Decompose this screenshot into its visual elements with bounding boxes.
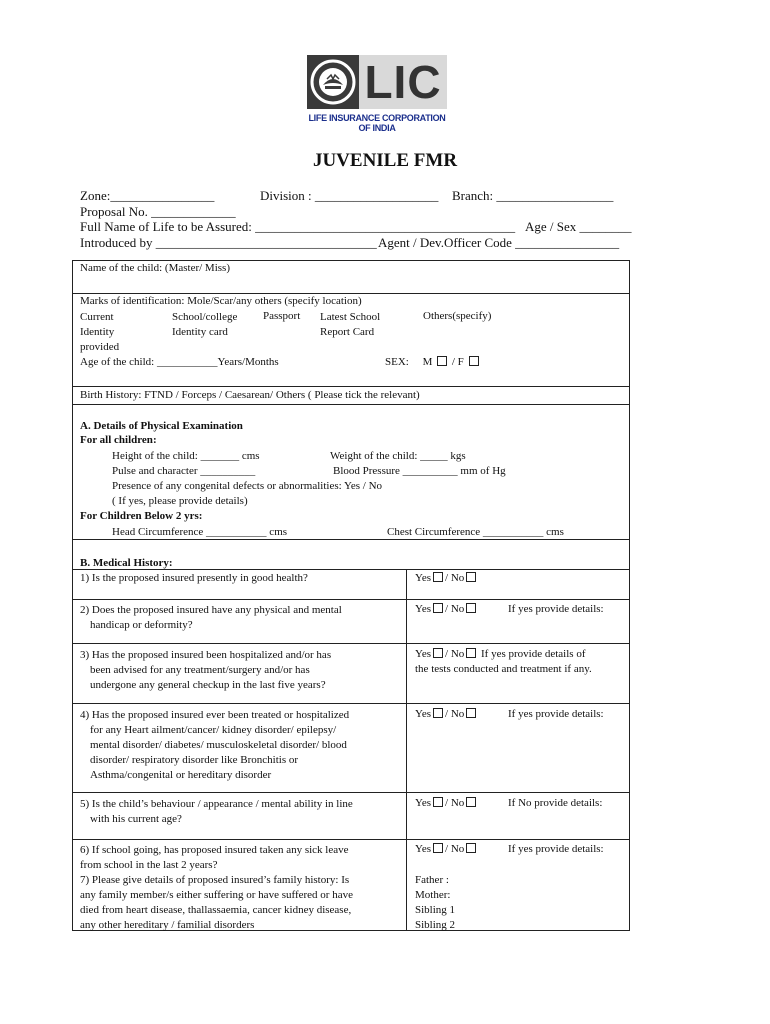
marks-label: Marks of identification: Mole/Scar/any others (specify location) <box>80 295 362 307</box>
id-col-others: Others(specify) <box>423 310 492 322</box>
question-4 <box>80 708 349 783</box>
question-7-line: 7) Please give details of proposed insured’s family history: Is <box>80 874 350 886</box>
sex-f-checkbox[interactable] <box>469 356 479 366</box>
question-1: 1) Is the proposed insured presently in good health? <box>80 572 308 584</box>
zone-field[interactable]: Zone:________________ <box>80 188 215 203</box>
row-divider <box>72 703 630 704</box>
yes-label: Yes <box>415 797 432 809</box>
sex-label: SEX: <box>385 356 409 368</box>
family-mother[interactable]: Mother: <box>415 889 451 901</box>
question-6-line: from school in the last 2 years? <box>80 859 218 871</box>
id-col-current-line: provided <box>80 341 120 353</box>
weight-field[interactable]: Weight of the child: _____ kgs <box>330 450 466 462</box>
q6-no-checkbox[interactable] <box>466 843 476 853</box>
question-3 <box>80 648 331 693</box>
id-col-school-line: Identity card <box>172 326 228 338</box>
all-children-text: For all children <box>80 434 153 446</box>
question-2-line: handicap or deformity? <box>90 619 193 631</box>
q3-no-checkbox[interactable] <box>466 648 476 658</box>
q3-answer <box>415 648 585 660</box>
no-label: / No <box>445 572 465 584</box>
question-3-line: 3) Has the proposed insured been hospitalized and/or has <box>80 649 332 661</box>
q1-no-checkbox[interactable] <box>466 572 476 582</box>
no-label: / No <box>445 843 465 855</box>
yes-label: Yes <box>415 603 432 615</box>
lic-logo-subtitle: LIFE INSURANCE CORPORATION OF INDIA <box>308 113 446 133</box>
q6-detail-label: If yes provide details: <box>508 843 604 855</box>
age-label: Age of the child: ___________Years/Months <box>80 356 279 368</box>
yes-label: Yes <box>415 572 432 584</box>
branch-field[interactable]: Branch: __________________ <box>452 188 614 203</box>
introduced-field[interactable]: Introduced by __________________________________ <box>80 235 377 250</box>
family-history-list <box>415 873 455 933</box>
yes-label: Yes <box>415 648 432 660</box>
table-border-left <box>72 260 73 931</box>
id-col-report <box>320 310 380 340</box>
row-divider <box>72 643 630 644</box>
question-4-line: disorder/ respiratory disorder like Bronchitis or <box>90 754 299 766</box>
q5-answer <box>415 797 478 809</box>
question-7-line: died from heart disease, thallassaemia, cancer kidney disease, <box>80 904 352 916</box>
yes-label: Yes <box>415 708 432 720</box>
id-col-school-line: School/college <box>172 311 238 323</box>
q2-no-checkbox[interactable] <box>466 603 476 613</box>
question-7-line: any other hereditary / familial disorders <box>80 919 255 931</box>
question-4-line: Asthma/congenital or hereditary disorder <box>90 769 272 781</box>
q6-yes-checkbox[interactable] <box>433 843 443 853</box>
q4-answer <box>415 708 478 720</box>
congenital-question: Presence of any congenital defects or abnormalities: Yes / No <box>112 480 383 492</box>
q5-detail-label: If No provide details: <box>508 797 603 809</box>
question-5-line: 5) Is the child’s behaviour / appearance / mental ability in line <box>80 798 353 810</box>
q5-yes-checkbox[interactable] <box>433 797 443 807</box>
row-divider <box>72 839 630 840</box>
congenital-note: ( If yes, please provide details) <box>112 495 248 507</box>
q2-detail-label: If yes provide details: <box>508 603 604 615</box>
q6-answer <box>415 843 478 855</box>
q2-answer <box>415 603 478 615</box>
table-border-top <box>72 260 630 261</box>
row-divider <box>72 293 630 294</box>
id-col-current-line: Identity <box>80 326 115 338</box>
lic-logo <box>307 55 447 109</box>
family-sibling-2[interactable]: Sibling 2 <box>415 919 456 931</box>
chest-circumference-field[interactable]: Chest Circumference ___________ cms <box>387 526 564 538</box>
sex-f-label: / F <box>451 356 464 368</box>
q1-yes-checkbox[interactable] <box>433 572 443 582</box>
q4-no-checkbox[interactable] <box>466 708 476 718</box>
row-divider <box>72 539 630 540</box>
q3-detail-label-2: the tests conducted and treatment if any. <box>415 663 592 675</box>
sex-group <box>385 356 481 368</box>
row-divider <box>72 599 630 600</box>
section-a-heading: A. Details of Physical Examination <box>80 420 243 432</box>
row-divider <box>72 386 630 387</box>
id-col-report-line: Report Card <box>320 326 375 338</box>
height-field[interactable]: Height of the child: _______ cms <box>112 450 260 462</box>
question-5 <box>80 797 353 827</box>
proposal-field[interactable]: Proposal No. _____________ <box>80 204 236 219</box>
fullname-field[interactable]: Full Name of Life to be Assured: ________________________________________ <box>80 219 516 234</box>
q2-yes-checkbox[interactable] <box>433 603 443 613</box>
question-6-line: 6) If school going, has proposed insured taken any sick leave <box>80 844 349 856</box>
question-2-line: 2) Does the proposed insured have any physical and mental <box>80 604 342 616</box>
head-circumference-field[interactable]: Head Circumference ___________ cms <box>112 526 288 538</box>
no-label: / No <box>445 708 465 720</box>
birth-history: Birth History: FTND / Forceps / Caesarean/ Others ( Please tick the relevant) <box>80 389 420 401</box>
family-father[interactable]: Father : <box>415 874 449 886</box>
below-2-heading: For Children Below 2 yrs: <box>80 510 203 522</box>
question-3-line: undergone any general checkup in the last five years? <box>90 679 326 691</box>
q4-yes-checkbox[interactable] <box>433 708 443 718</box>
section-b-heading: B. Medical History: <box>80 557 173 569</box>
question-4-line: mental disorder/ diabetes/ musculoskeletal disorder/ blood <box>90 739 347 751</box>
column-divider <box>406 569 407 930</box>
q3-detail-label: If yes provide details of <box>481 648 586 660</box>
lic-emblem-icon <box>307 55 359 109</box>
lic-logo-text: LIC <box>359 55 447 109</box>
row-divider <box>72 404 630 405</box>
question-3-line: been advised for any treatment/surgery and/or has <box>90 664 310 676</box>
sex-m-label: M <box>422 356 433 368</box>
question-4-line: 4) Has the proposed insured ever been treated or hospitalized <box>80 709 350 721</box>
id-col-current-line: Current <box>80 311 114 323</box>
question-7 <box>80 873 353 933</box>
no-label: / No <box>445 603 465 615</box>
q3-yes-checkbox[interactable] <box>433 648 443 658</box>
agent-field[interactable]: Agent / Dev.Officer Code ________________ <box>378 235 620 250</box>
sex-m-checkbox[interactable] <box>437 356 447 366</box>
id-col-current <box>80 310 119 355</box>
q4-detail-label: If yes provide details: <box>508 708 604 720</box>
table-border-right <box>629 260 630 931</box>
division-field[interactable]: Division : ___________________ <box>260 188 439 203</box>
id-col-report-line: Latest School <box>320 311 381 323</box>
question-2 <box>80 603 342 633</box>
question-6 <box>80 843 349 873</box>
id-col-school <box>172 310 237 340</box>
question-7-line: any family member/s either suffering or have suffered or have <box>80 889 353 901</box>
yes-label: Yes <box>415 843 432 855</box>
q1-answer <box>415 572 478 584</box>
no-label: / No <box>445 648 465 660</box>
row-divider <box>72 792 630 793</box>
question-5-line: with his current age? <box>90 813 182 825</box>
child-name-label: Name of the child: (Master/ Miss) <box>80 262 230 274</box>
q5-no-checkbox[interactable] <box>466 797 476 807</box>
question-4-line: for any Heart ailment/cancer/ kidney disorder/ epilepsy/ <box>90 724 337 736</box>
pulse-field[interactable]: Pulse and character __________ <box>112 465 256 477</box>
bp-field[interactable]: Blood Pressure __________ mm of Hg <box>333 465 506 477</box>
agesex-field[interactable]: Age / Sex ________ <box>525 219 632 234</box>
row-divider <box>72 569 630 570</box>
no-label: / No <box>445 797 465 809</box>
all-children-heading: For all children: <box>80 434 157 446</box>
id-col-passport: Passport <box>263 310 301 322</box>
family-sibling-1[interactable]: Sibling 1 <box>415 904 456 916</box>
form-title: JUVENILE FMR <box>312 150 458 171</box>
